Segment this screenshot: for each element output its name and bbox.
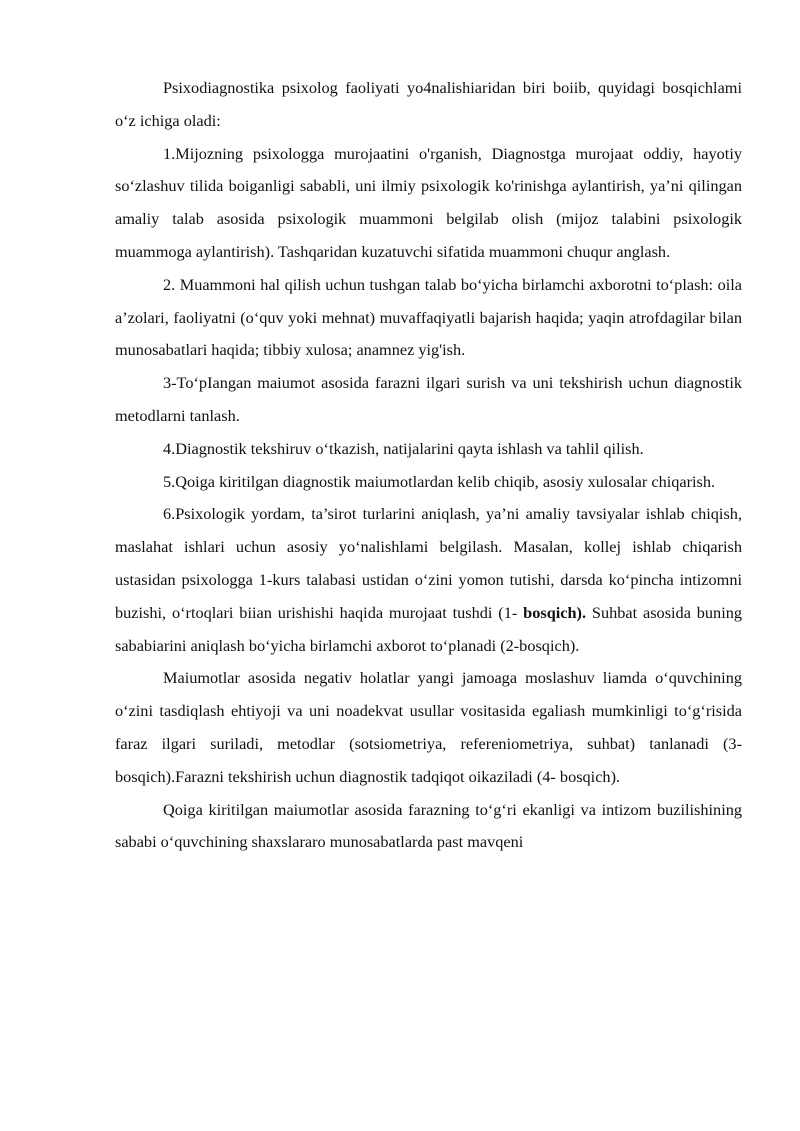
paragraph-step-6-bold-text: bosqich). xyxy=(523,602,587,622)
paragraph-intro: Psixodiagnostika psixolog faoliyati yo4nalishiaridan biri boiib, quyidagi bosqichlami o‘z ichiga oladi: xyxy=(115,78,742,130)
paragraph-step-6-text-before: 6.Psixologik yordam, ta’sirot turlarini aniqlash, ya’ni amaliy tavsiyalar ishlab chiqish, maslahat ishlari uchun asosiy yo‘nalishlami belgilash. Masalan, kollej ishlab chiqarish ustasidan psixologga 1-kurs talabasi ustidan o‘zini yomon tutishi, darsda ko‘pincha intizomni buzishi, o‘rtoqlari biian urishishi haqida murojaat tushdi (1- xyxy=(115,504,742,622)
paragraph-example-conclusion: Qoiga kiritilgan maiumotlar asosida farazning to‘g‘ri ekanligi va intizom buzilishining sababi o‘quvchining shaxslararo munosabatlarda past mavqeni xyxy=(115,799,742,852)
paragraph-step-4: 4.Diagnostik tekshiruv o‘tkazish, natijalarini qayta ishlash va tahlil qilish. xyxy=(163,438,644,458)
paragraph-step-3: 3-To‘pIangan maiumot asosida farazni ilgari surish va uni tekshirish uchun diagnostik metodlarni tanlash. xyxy=(115,373,742,425)
paragraph-example-hypothesis: Maiumotlar asosida negativ holatlar yangi jamoaga moslashuv liamda o‘quvchining o‘zini tasdiqlash ehtiyoji va uni noadekvat usullar vositasida egaliash mumkinligi to‘g‘risida faraz ilgari suriladi, metodlar (sotsiometriya, refereniometriya, suhbat) tanlanadi (3-bosqich).Farazni tekshirish uchun diagnostik tadqiqot oikaziladi (4- bosqich). xyxy=(115,668,742,786)
paragraph-step-1: 1.Mijozning psixologga murojaatini o'rganish, Diagnostga murojaat oddiy, hayotiy so‘zlashuv tilida boiganligi sababli, uni ilmiy psixologik ko'rinishga aylantirish, ya’ni qilingan amaliy talab asosida psixologik muammoni belgilab olish (mijoz talabini psixologik muammoga aylantirish). Tashqaridan kuzatuvchi sifatida muammoni chuqur anglash. xyxy=(115,143,742,261)
paragraph-step-6 xyxy=(115,498,742,662)
paragraph-step-6-text-after: Suhbat asosida buning sababiarini aniqlash bo‘yicha birlamchi axborot to‘planadi (2-bosqich). xyxy=(115,602,743,655)
document-body xyxy=(115,72,742,859)
paragraph-step-2: 2. Muammoni hal qilish uchun tushgan talab bo‘yicha birlamchi axborotni to‘plash: oila a’zolari, faoliyatni (o‘quv yoki mehnat) muvaffaqiyatli bajarish haqida; yaqin atrofdagilar bilan munosabatlari haqida; tibbiy xulosa; anamnez yig'ish. xyxy=(115,274,742,360)
paragraph-step-5: 5.Qoiga kiritilgan diagnostik maiumotlardan kelib chiqib, asosiy xulosalar chiqarish. xyxy=(163,471,716,491)
